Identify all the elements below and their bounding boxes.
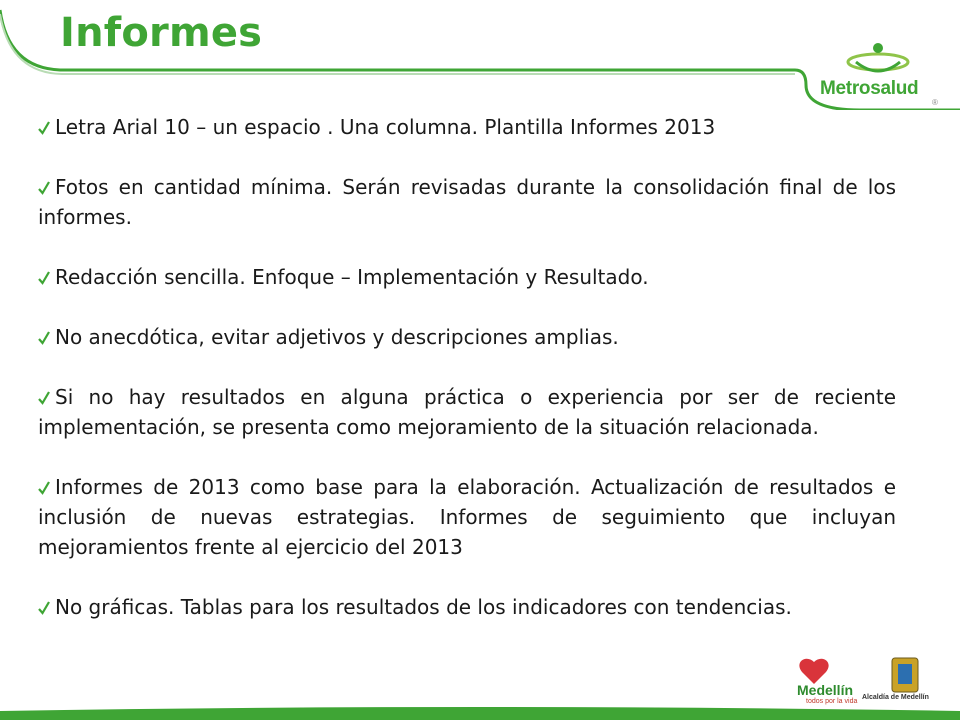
registered-mark: ® bbox=[932, 98, 938, 107]
brand-name: Metrosalud bbox=[820, 78, 919, 99]
heart-icon bbox=[799, 659, 828, 684]
bullet-text: Letra Arial 10 – un espacio . Una columna. Plantilla Informes 2013 bbox=[55, 115, 716, 139]
bullet-text: No anecdótica, evitar adjetivos y descripciones amplias. bbox=[55, 325, 619, 349]
checkmark-icon bbox=[38, 391, 50, 405]
checkmark-icon bbox=[38, 481, 50, 495]
bullet-item bbox=[38, 472, 896, 562]
bullet-item bbox=[38, 322, 896, 352]
checkmark-icon bbox=[38, 121, 50, 135]
bullet-item bbox=[38, 112, 896, 142]
alcaldia-logo-text: Alcaldía de Medellín bbox=[862, 694, 929, 701]
checkmark-icon bbox=[38, 601, 50, 615]
bullet-item bbox=[38, 382, 896, 442]
bullet-text: Informes de 2013 como base para la elaboración. Actualización de resultados e inclusión de nuevas estrategias. Informes de seguimiento que incluyan mejoramientos frente al ejercicio del 2013 bbox=[38, 475, 896, 559]
bullet-item bbox=[38, 592, 896, 622]
bullet-item bbox=[38, 262, 896, 292]
bullet-item bbox=[38, 172, 896, 232]
bullet-text: Si no hay resultados en alguna práctica o experiencia por ser de reciente implementación, se presenta como mejoramiento de la situación relacionada. bbox=[38, 385, 896, 439]
medellin-logo-text: Medellín bbox=[797, 682, 854, 698]
checkmark-icon bbox=[38, 331, 50, 345]
bullet-text: Fotos en cantidad mínima. Serán revisadas durante la consolidación final de los informes. bbox=[38, 175, 896, 229]
medellin-tagline: todos por la vida bbox=[806, 698, 858, 705]
checkmark-icon bbox=[38, 271, 50, 285]
bullet-list bbox=[38, 112, 896, 622]
page-title: Informes bbox=[60, 10, 263, 56]
checkmark-icon bbox=[38, 181, 50, 195]
bullet-text: No gráficas. Tablas para los resultados de los indicadores con tendencias. bbox=[55, 595, 792, 619]
bullet-text: Redacción sencilla. Enfoque – Implementación y Resultado. bbox=[55, 265, 649, 289]
bottom-bar bbox=[0, 703, 960, 720]
